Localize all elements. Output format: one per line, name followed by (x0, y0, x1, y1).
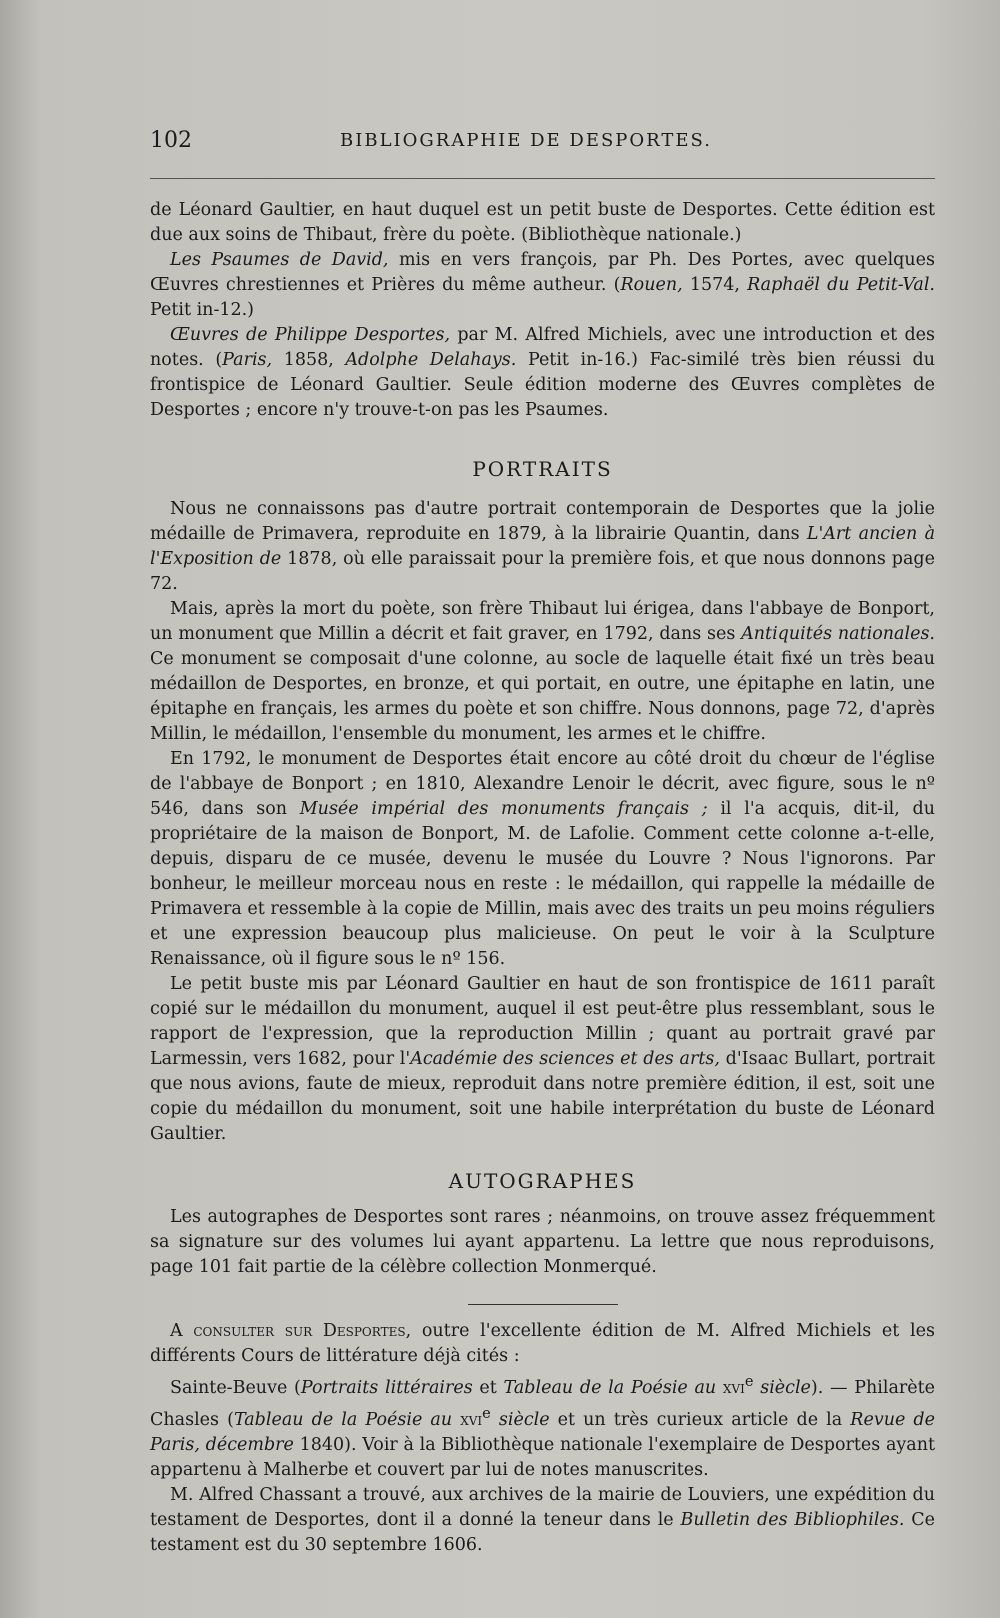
page-body (150, 198, 935, 1558)
page-number: 102 (150, 128, 192, 153)
autographes-heading: AUTOGRAPHES (448, 1169, 637, 1193)
autographes-paragraph: Les autographes de Desportes sont rares ; néanmoins, on trouve assez fréquemment sa signature sur des volumes lui ayant appartenu. La lettre que nous reproduisons, page 101 fait partie de la célèbre collection Monmerqué. (150, 1207, 935, 1277)
portraits-paragraph-4: Le petit buste mis par Léonard Gaultier en haut de son frontispice de 1611 paraît copié sur le médaillon du monument, auquel il est peut-être plus ressemblant, sous le rapport de l'expression, que la reproduction Millin ; quant au portrait gravé par Larmessin, vers 1682, pour l'Académie des sciences et des arts, d'Isaac Bullart, portrait que nous avions, faute de mieux, reproduit dans notre première édition, il est, soit une copie du médaillon du monument, soit une habile interprétation du buste de Léonard Gaultier. (150, 974, 936, 1144)
portraits-paragraph-3: En 1792, le monument de Desportes était encore au côté droit du chœur de l'église de l'abbaye de Bonport ; en 1810, Alexandre Lenoir le décrit, avec figure, sous le nº 546, dans son Musée impérial des monuments français ; il l'a acquis, dit-il, du propriétaire de la maison de Bonport, M. de Lafolie. Comment cette colonne a-t-elle, depuis, disparu de ce musée, devenu le musée du Louvre ? Nous l'ignorons. Par bonheur, le meilleur morceau nous en reste : le médaillon, qui rappelle la médaille de Primavera et ressemble à la copie de Millin, mais avec des traits un peu moins réguliers et une expression beaucoup plus malicieuse. On peut le voir à la Sculpture Renaissance, où il figure sous le nº 156. (150, 749, 936, 969)
running-head (150, 128, 930, 164)
section-divider (468, 1304, 618, 1305)
running-title: BIBLIOGRAPHIE DE DESPORTES. (340, 130, 712, 151)
oeuvres-title: Œuvres de Philippe Desportes, (170, 325, 451, 345)
header-rule (150, 178, 935, 179)
intro-paragraph-oeuvres: Œuvres de Philippe Desportes, par M. Alfred Michiels, avec une introduction et des notes. (Paris, 1858, Adolphe Delahays. Petit in-16.) Fac-similé très bien réussi du frontispice de Léonard Gaultier. Seule édition moderne des Œuvres complètes de Desportes ; encore n'y trouve-t-on pas les Psaumes. (150, 325, 935, 420)
portraits-heading: PORTRAITS (472, 457, 613, 481)
intro-paragraph-1: de Léonard Gaultier, en haut duquel est un petit buste de Desportes. Cette édition est due aux soins de Thibaut, frère du poète. (Bibliothèque nationale.) (150, 200, 935, 245)
consulter-paragraph-1: A consulter sur Desportes, outre l'excellente édition de M. Alfred Michiels et les différents Cours de littérature déjà cités : (150, 1321, 935, 1366)
intro-paragraph-psaumes: Les Psaumes de David, mis en vers françois, par Ph. Des Portes, avec quelques Œuvres chrestiennes et Prières du même autheur. (Rouen, 1574, Raphaël du Petit-Val. Petit in-12.) (150, 250, 935, 320)
consulter-paragraph-3: M. Alfred Chassant a trouvé, aux archives de la mairie de Louviers, une expédition du testament de Desportes, dont il a donné la teneur dans le Bulletin des Bibliophiles. Ce testament est du 30 septembre 1606. (150, 1484, 936, 1555)
portraits-paragraph-1: Nous ne connaissons pas d'autre portrait contemporain de Desportes que la jolie médaille de Primavera, reproduite en 1879, à la librairie Quantin, dans L'Art ancien à l'Exposition de 1878, où elle paraissait pour la première fois, et que nous donnons page 72. (150, 499, 936, 594)
psaumes-title: Les Psaumes de David, (170, 250, 389, 270)
consulter-lead: A consulter sur Desportes, (170, 1321, 412, 1341)
consulter-paragraph-2: Sainte-Beuve (Portraits littéraires et Tableau de la Poésie au xvi$^e$ siècle). — Philarète Chasles (Tableau de la Poésie au xvi$^e$ siècle et un très curieux article de la Revue de Paris, décembre 1840). Voir à la Bibliothèque nationale l'exemplaire de Desportes ayant appartenu à Malherbe et couvert par lui de notes manuscrites. (150, 1373, 936, 1480)
portraits-paragraph-2: Mais, après la mort du poète, son frère Thibaut lui érigea, dans l'abbaye de Bonport, un monument que Millin a décrit et fait graver, en 1792, dans ses Antiquités nationales. Ce monument se composait d'une colonne, au socle de laquelle était fixé un très beau médaillon de Desportes, en bronze, et qui portait, en outre, une épitaphe en latin, une épitaphe en français, les armes du poète et son chiffre. Nous donnons, page 72, d'après Millin, le médaillon, l'ensemble du monument, les armes et le chiffre. (150, 599, 935, 744)
